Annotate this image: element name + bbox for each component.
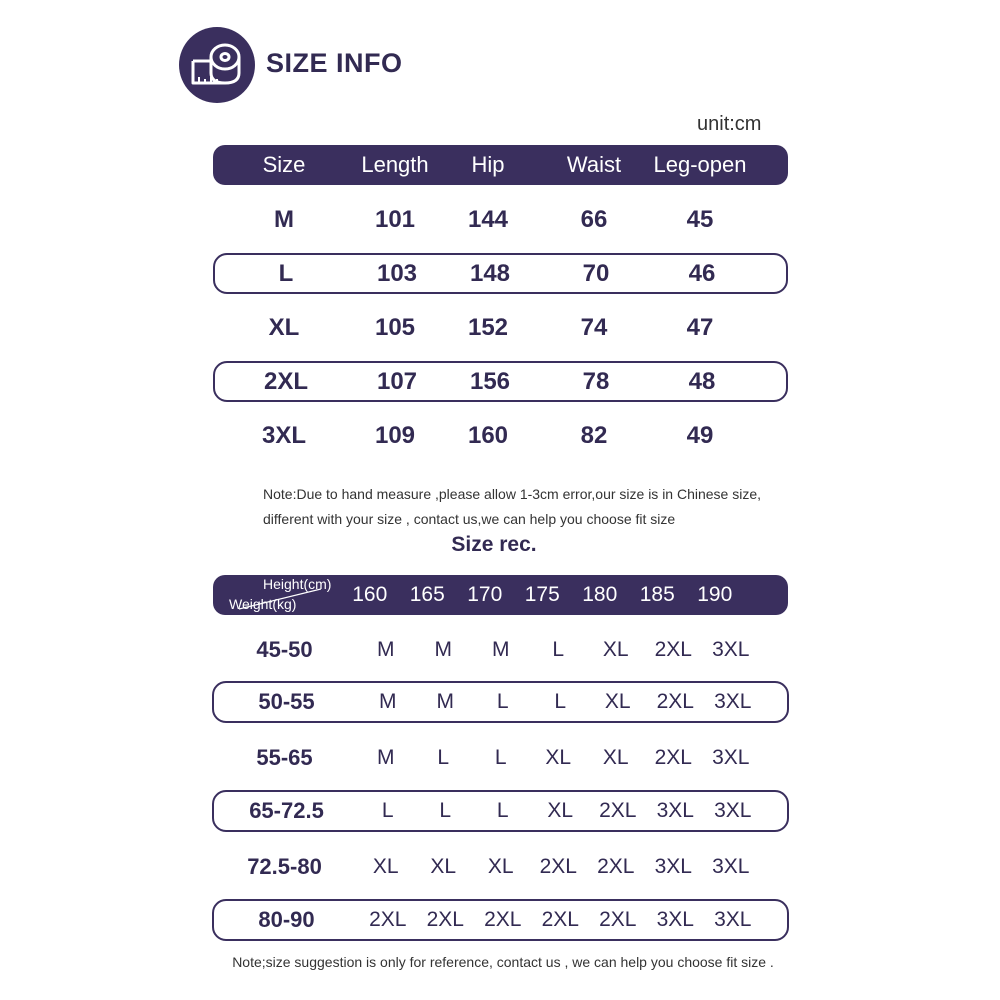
size-cell: XL (602, 637, 629, 661)
size-cell: XL (604, 690, 631, 713)
table-row (213, 415, 788, 456)
size-cell: XL (487, 854, 514, 878)
waist-cell: 70 (582, 259, 610, 287)
size-cell: 2XL (654, 637, 692, 661)
size-cell: 3XL (712, 854, 750, 878)
height-header: 165 (409, 583, 445, 606)
table-row (213, 253, 788, 294)
size-cell: XL (547, 799, 574, 822)
size-cell: L (494, 745, 507, 769)
size-cell: XL (545, 745, 572, 769)
size-cell: L (437, 745, 450, 769)
column-header-length: Length (361, 152, 429, 177)
measuring-tape-icon (179, 27, 255, 103)
size-cell: M (492, 637, 510, 661)
table-row (213, 361, 788, 402)
size-cell: 2XL (369, 908, 407, 931)
size-cell: 2XL (541, 908, 579, 931)
table-row (213, 307, 788, 348)
hip-cell: 152 (467, 313, 509, 341)
size-cell: XL (602, 745, 629, 769)
length-cell: 107 (376, 367, 418, 395)
table-row (212, 629, 788, 670)
hip-cell: 144 (467, 205, 509, 233)
column-header-waist: Waist (566, 152, 622, 177)
weight-cell: 45-50 (256, 636, 313, 662)
column-header-size: Size (262, 152, 306, 177)
size-cell: XL (372, 854, 399, 878)
size-cell: L (439, 799, 452, 822)
size-cell: 2XL (597, 854, 635, 878)
size-cell: 2XL (263, 367, 308, 395)
size-cell: M (434, 637, 452, 661)
weight-cell: 80-90 (258, 907, 315, 932)
weight-cell: 50-55 (258, 689, 315, 714)
size-cell: 3XL (261, 421, 306, 449)
page-title: SIZE INFO (266, 48, 403, 78)
height-header: 175 (524, 583, 560, 606)
height-header: 180 (582, 583, 618, 606)
size-cell: L (381, 799, 394, 822)
size-cell: M (274, 205, 294, 233)
weight-label: Weight(kg) (229, 596, 297, 612)
hip-cell: 156 (469, 367, 511, 395)
table-row (212, 846, 788, 887)
length-cell: 109 (374, 421, 416, 449)
size-rec-title: Size rec. (451, 533, 537, 556)
size-cell: 3XL (712, 745, 750, 769)
size-cell: 3XL (654, 854, 692, 878)
length-cell: 105 (374, 313, 416, 341)
size-cell: M (436, 690, 454, 713)
weight-cell: 72.5-80 (247, 853, 322, 879)
height-header: 160 (352, 583, 388, 606)
size-cell: 2XL (484, 908, 522, 931)
height-weight-corner (213, 575, 341, 615)
column-header-hip: Hip (471, 152, 505, 177)
waist-cell: 66 (580, 205, 608, 233)
height-label: Height(cm) (263, 576, 332, 592)
table-row (212, 790, 789, 832)
leg-open-cell: 48 (688, 367, 716, 395)
hip-cell: 148 (469, 259, 511, 287)
size-cell: 2XL (599, 799, 637, 822)
leg-open-cell: 45 (686, 205, 714, 233)
size-cell: 3XL (656, 908, 694, 931)
note-line-1: Note:Due to hand measure ,please allow 1-3cm error,our size is in Chinese size, (263, 486, 762, 502)
hip-cell: 160 (467, 421, 509, 449)
size-rec-header (213, 575, 788, 615)
size-cell: M (377, 745, 395, 769)
footer-note: Note;size suggestion is only for reference, contact us , we can help you choose fit size . (232, 954, 774, 970)
size-cell: 3XL (712, 637, 750, 661)
size-cell: 3XL (714, 908, 752, 931)
size-cell: XL (268, 313, 300, 341)
weight-cell: 55-65 (256, 744, 313, 770)
waist-cell: 74 (580, 313, 608, 341)
table-row (212, 681, 789, 723)
size-cell: M (377, 637, 395, 661)
size-cell: 2XL (654, 745, 692, 769)
height-header: 190 (697, 583, 733, 606)
size-cell: XL (430, 854, 457, 878)
size-cell: 3XL (714, 690, 752, 713)
leg-open-cell: 49 (686, 421, 714, 449)
size-cell: 3XL (714, 799, 752, 822)
size-table-header (213, 145, 788, 185)
size-cell: L (554, 690, 567, 713)
size-cell: L (496, 690, 509, 713)
size-cell: L (552, 637, 565, 661)
height-header: 170 (467, 583, 503, 606)
length-cell: 101 (374, 205, 416, 233)
table-row (212, 899, 789, 941)
note-line-2: different with your size , contact us,we can help you choose fit size (263, 511, 676, 527)
leg-open-cell: 47 (686, 313, 714, 341)
size-cell: 2XL (539, 854, 577, 878)
table-row (212, 737, 788, 778)
size-cell: 2XL (426, 908, 464, 931)
size-cell: 3XL (656, 799, 694, 822)
unit-label: unit:cm (697, 113, 762, 135)
size-cell: L (496, 799, 509, 822)
leg-open-cell: 46 (688, 259, 716, 287)
weight-cell: 65-72.5 (249, 798, 324, 823)
size-cell: 2XL (656, 690, 694, 713)
table-row (213, 199, 788, 240)
waist-cell: 78 (582, 367, 610, 395)
size-cell: M (379, 690, 397, 713)
column-header-leg-open: Leg-open (653, 152, 747, 177)
length-cell: 103 (376, 259, 418, 287)
size-cell: 2XL (599, 908, 637, 931)
waist-cell: 82 (580, 421, 608, 449)
height-header: 185 (639, 583, 675, 606)
size-cell: L (278, 259, 294, 287)
